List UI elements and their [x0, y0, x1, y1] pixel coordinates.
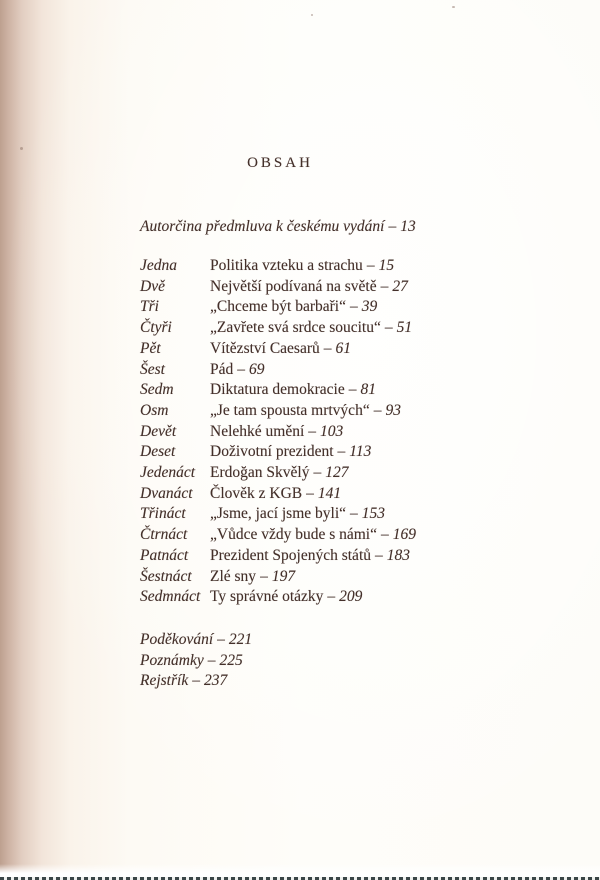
toc-row [140, 339, 580, 360]
dash-separator: – [366, 257, 375, 274]
backmatter-label: Poděkování [140, 631, 214, 648]
toc-chapter-title-text: Pád [210, 360, 234, 378]
toc-page-number: 69 [249, 360, 265, 378]
backmatter-entry [140, 671, 580, 692]
toc-row [140, 380, 580, 401]
toc-page-number: 153 [361, 505, 386, 523]
toc-page-number: 81 [360, 381, 376, 399]
toc-chapter-title-text: Vítězství Caesarů [210, 339, 320, 357]
toc-row [140, 297, 580, 318]
toc-chapter-title-text: Nelehké umění [210, 422, 305, 440]
toc-row [140, 401, 580, 422]
backmatter-page-number: 237 [203, 672, 228, 690]
toc-chapter-title [210, 587, 362, 608]
dash-separator: – [337, 443, 346, 461]
toc-chapter-number: Patnáct [140, 546, 189, 564]
toc-chapter-number: Osm [140, 401, 169, 419]
preface-entry [140, 218, 580, 236]
toc-page-number: 103 [320, 422, 344, 440]
toc-chapter-list [140, 256, 580, 608]
dash-separator: – [237, 360, 245, 378]
toc-page-number: 15 [378, 257, 395, 274]
toc-chapter-title-text: Zlé sny [210, 567, 257, 585]
toc-page-number: 61 [335, 339, 352, 357]
backmatter-page-number: 225 [219, 651, 243, 669]
toc-row [140, 422, 580, 443]
toc-page-number: 127 [325, 464, 349, 482]
toc-chapter-title-text: Člověk z KGB [210, 484, 303, 502]
dash-separator: – [348, 381, 357, 399]
toc-page-number: 169 [392, 526, 416, 544]
toc-chapter-number: Sedmnáct [140, 588, 201, 606]
toc-row [140, 463, 580, 484]
toc-page-number: 93 [385, 401, 401, 419]
preface-label: Autorčina předmluva k českému vydání [140, 218, 385, 235]
dash-separator: – [350, 298, 358, 316]
dash-separator: – [308, 422, 317, 440]
page-title: OBSAH [247, 155, 313, 171]
toc-chapter-title-text: Diktatura demokracie [210, 381, 345, 399]
dash-separator: – [375, 546, 383, 564]
toc-chapter-number: Čtyři [140, 319, 172, 337]
toc-chapter-title [210, 277, 408, 298]
toc-chapter-title [210, 318, 412, 339]
toc-chapter-number: Čtrnáct [140, 526, 188, 544]
toc-chapter-title [210, 422, 343, 443]
toc-row [140, 442, 580, 463]
toc-page-number: 141 [317, 484, 342, 502]
toc-chapter-number: Dvanáct [140, 484, 193, 502]
toc-chapter-title [210, 401, 401, 422]
toc-chapter-title-text: Doživotní prezident [210, 443, 334, 461]
toc-chapter-title [210, 339, 351, 360]
backmatter-label: Poznámky [140, 651, 204, 669]
dash-separator: – [380, 277, 389, 295]
toc-chapter-title [210, 463, 348, 484]
toc-page-number: 209 [339, 588, 363, 606]
toc-row [140, 546, 580, 567]
toc-row [140, 504, 580, 525]
toc-page-number: 113 [349, 443, 372, 461]
backmatter-entry [140, 630, 580, 651]
toc-chapter-title-text: „Chceme být barbaři“ [210, 298, 346, 316]
dash-separator: – [327, 588, 336, 606]
toc-chapter-title-text: „Zavřete svá srdce soucitu“ [210, 319, 381, 337]
scan-speck [311, 14, 313, 16]
dash-separator: – [306, 484, 314, 502]
dash-separator: – [217, 631, 225, 648]
toc-row [140, 484, 580, 505]
toc-page-number: 183 [386, 546, 410, 564]
dash-separator: – [350, 505, 358, 523]
toc-chapter-number: Devět [140, 422, 177, 440]
dash-separator: – [207, 651, 216, 669]
toc-chapter-number: Třináct [140, 505, 186, 523]
toc-row [140, 567, 580, 588]
page-bottom-edge [0, 864, 600, 877]
toc-chapter-title [210, 504, 385, 525]
toc-chapter-number: Tři [140, 298, 159, 316]
dash-separator: – [388, 218, 397, 235]
toc-chapter-title [210, 525, 416, 546]
toc-chapter-title [210, 546, 410, 567]
dash-separator: – [260, 567, 268, 585]
dash-separator: – [313, 464, 322, 482]
toc-page-number: 51 [396, 319, 413, 337]
toc-chapter-number: Pět [140, 339, 161, 357]
toc-chapter-title-text: Prezident Spojených států [210, 546, 371, 564]
backmatter-list [140, 630, 580, 692]
toc-row [140, 587, 580, 608]
toc-chapter-number: Jedna [140, 257, 178, 274]
toc-row [140, 525, 580, 546]
toc-chapter-title [210, 484, 341, 505]
backmatter-label: Rejstřík [140, 672, 189, 690]
toc-page-number: 197 [271, 567, 296, 585]
toc-chapter-title [210, 360, 265, 381]
toc-page-number: 39 [361, 298, 378, 316]
toc-chapter-title-text: „Vůdce vždy bude s námi“ [210, 526, 377, 544]
toc-chapter-title-text: Politika vzteku a strachu [210, 257, 363, 274]
toc-chapter-number: Jedenáct [140, 464, 196, 482]
dash-separator: – [323, 339, 332, 357]
toc-chapter-number: Deset [140, 443, 176, 461]
toc-page-number: 27 [392, 277, 408, 295]
dash-separator: – [373, 401, 382, 419]
toc-chapter-number: Sedm [140, 381, 174, 399]
toc-chapter-title [210, 297, 377, 318]
scan-speck [452, 6, 455, 8]
dash-separator: – [381, 526, 389, 544]
toc-chapter-title [210, 567, 295, 588]
backmatter-entry [140, 651, 580, 672]
toc-chapter-number: Šest [140, 360, 165, 378]
toc-chapter-title-text: Ty správné otázky [210, 588, 324, 606]
toc-row [140, 277, 580, 298]
preface-page-number: 13 [400, 218, 416, 235]
dash-separator: – [384, 319, 393, 337]
toc-chapter-number: Šestnáct [140, 567, 192, 585]
scan-speck [20, 147, 23, 150]
toc-row [140, 318, 580, 339]
toc-chapter-title-text: „Je tam spousta mrtvých“ [210, 401, 370, 419]
dash-separator: – [192, 672, 200, 690]
toc-chapter-title-text: Erdoğan Skvělý [210, 464, 310, 482]
toc-row [140, 256, 580, 277]
backmatter-page-number: 221 [228, 631, 253, 648]
toc-chapter-title [210, 380, 376, 401]
toc-row [140, 360, 580, 381]
toc-chapter-title [210, 256, 394, 277]
toc-chapter-title [210, 442, 371, 463]
toc-chapter-number: Dvě [140, 277, 165, 295]
toc-chapter-title-text: „Jsme, jací jsme byli“ [210, 505, 347, 523]
toc-chapter-title-text: Největší podívaná na světě [210, 277, 377, 295]
